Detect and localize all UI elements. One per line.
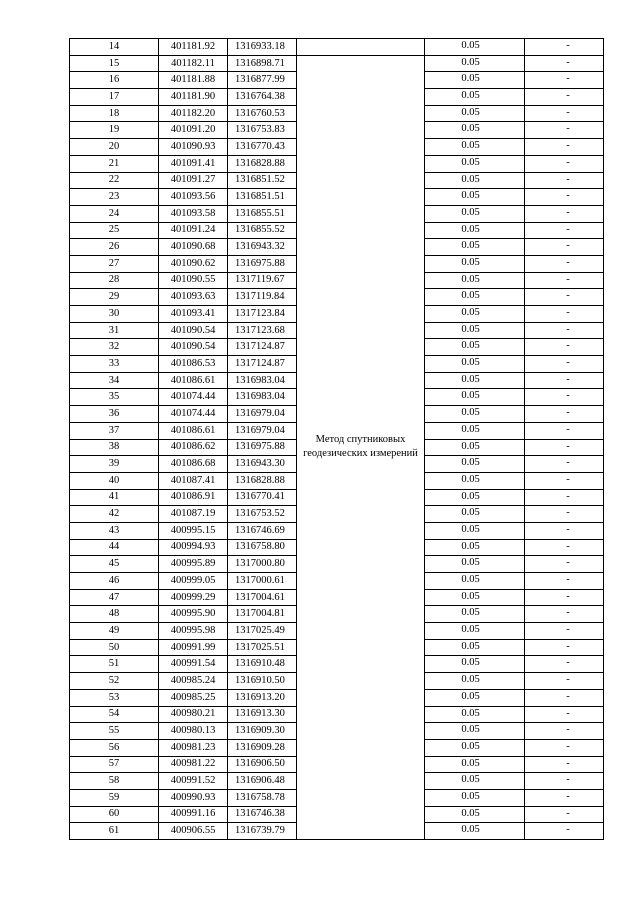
- y-coordinate-cell: 1317025.51: [228, 639, 297, 656]
- accuracy-cell: 0.05: [425, 773, 525, 790]
- point-number-cell: 42: [70, 506, 159, 523]
- accuracy-cell: 0.05: [425, 623, 525, 640]
- note-cell: -: [525, 406, 604, 423]
- x-coordinate-cell: 400981.23: [159, 739, 228, 756]
- x-coordinate-cell: 400906.55: [159, 823, 228, 840]
- accuracy-cell: 0.05: [425, 356, 525, 373]
- note-cell: -: [525, 723, 604, 740]
- accuracy-cell: 0.05: [425, 222, 525, 239]
- x-coordinate-cell: 400980.21: [159, 706, 228, 723]
- x-coordinate-cell: 401090.54: [159, 339, 228, 356]
- x-coordinate-cell: 400980.13: [159, 723, 228, 740]
- point-number-cell: 33: [70, 356, 159, 373]
- accuracy-cell: 0.05: [425, 189, 525, 206]
- accuracy-cell: 0.05: [425, 155, 525, 172]
- point-number-cell: 43: [70, 522, 159, 539]
- y-coordinate-cell: 1317124.87: [228, 356, 297, 373]
- x-coordinate-cell: 401086.91: [159, 489, 228, 506]
- y-coordinate-cell: 1317119.84: [228, 289, 297, 306]
- x-coordinate-cell: 400991.52: [159, 773, 228, 790]
- note-cell: -: [525, 272, 604, 289]
- note-cell: -: [525, 172, 604, 189]
- x-coordinate-cell: 401093.58: [159, 205, 228, 222]
- y-coordinate-cell: 1316851.51: [228, 189, 297, 206]
- x-coordinate-cell: 401074.44: [159, 389, 228, 406]
- y-coordinate-cell: 1316906.48: [228, 773, 297, 790]
- accuracy-cell: 0.05: [425, 506, 525, 523]
- x-coordinate-cell: 401093.41: [159, 306, 228, 323]
- accuracy-cell: 0.05: [425, 656, 525, 673]
- x-coordinate-cell: 401086.53: [159, 356, 228, 373]
- point-number-cell: 55: [70, 723, 159, 740]
- point-number-cell: 31: [70, 322, 159, 339]
- accuracy-cell: 0.05: [425, 422, 525, 439]
- y-coordinate-cell: 1316760.53: [228, 105, 297, 122]
- point-number-cell: 32: [70, 339, 159, 356]
- point-number-cell: 57: [70, 756, 159, 773]
- x-coordinate-cell: 401087.41: [159, 472, 228, 489]
- y-coordinate-cell: 1316770.41: [228, 489, 297, 506]
- x-coordinate-cell: 401182.11: [159, 55, 228, 72]
- note-cell: -: [525, 89, 604, 106]
- x-coordinate-cell: 401181.88: [159, 72, 228, 89]
- y-coordinate-cell: 1316943.32: [228, 239, 297, 256]
- accuracy-cell: 0.05: [425, 789, 525, 806]
- x-coordinate-cell: 401090.93: [159, 139, 228, 156]
- y-coordinate-cell: 1316979.04: [228, 422, 297, 439]
- method-cell: Метод спутниковых геодезических измерений: [297, 55, 425, 839]
- note-cell: -: [525, 372, 604, 389]
- point-number-cell: 30: [70, 306, 159, 323]
- accuracy-cell: 0.05: [425, 472, 525, 489]
- y-coordinate-cell: 1316933.18: [228, 39, 297, 56]
- accuracy-cell: 0.05: [425, 589, 525, 606]
- y-coordinate-cell: 1316983.04: [228, 372, 297, 389]
- y-coordinate-cell: 1316943.30: [228, 456, 297, 473]
- note-cell: -: [525, 55, 604, 72]
- point-number-cell: 24: [70, 205, 159, 222]
- note-cell: -: [525, 456, 604, 473]
- point-number-cell: 37: [70, 422, 159, 439]
- y-coordinate-cell: 1316758.80: [228, 539, 297, 556]
- y-coordinate-cell: 1316913.20: [228, 689, 297, 706]
- accuracy-cell: 0.05: [425, 639, 525, 656]
- y-coordinate-cell: 1317124.87: [228, 339, 297, 356]
- note-cell: -: [525, 306, 604, 323]
- y-coordinate-cell: 1317004.61: [228, 589, 297, 606]
- note-cell: -: [525, 773, 604, 790]
- point-number-cell: 50: [70, 639, 159, 656]
- y-coordinate-cell: 1317025.49: [228, 623, 297, 640]
- accuracy-cell: 0.05: [425, 673, 525, 690]
- x-coordinate-cell: 400985.24: [159, 673, 228, 690]
- accuracy-cell: 0.05: [425, 606, 525, 623]
- x-coordinate-cell: 401091.20: [159, 122, 228, 139]
- note-cell: -: [525, 489, 604, 506]
- y-coordinate-cell: 1317119.67: [228, 272, 297, 289]
- accuracy-cell: 0.05: [425, 823, 525, 840]
- x-coordinate-cell: 400981.22: [159, 756, 228, 773]
- accuracy-cell: 0.05: [425, 289, 525, 306]
- point-number-cell: 59: [70, 789, 159, 806]
- point-number-cell: 20: [70, 139, 159, 156]
- note-cell: -: [525, 706, 604, 723]
- point-number-cell: 41: [70, 489, 159, 506]
- x-coordinate-cell: 400995.89: [159, 556, 228, 573]
- y-coordinate-cell: 1316983.04: [228, 389, 297, 406]
- x-coordinate-cell: 401182.20: [159, 105, 228, 122]
- x-coordinate-cell: 401181.92: [159, 39, 228, 56]
- x-coordinate-cell: 401090.54: [159, 322, 228, 339]
- accuracy-cell: 0.05: [425, 389, 525, 406]
- x-coordinate-cell: 401093.63: [159, 289, 228, 306]
- x-coordinate-cell: 400991.99: [159, 639, 228, 656]
- point-number-cell: 53: [70, 689, 159, 706]
- y-coordinate-cell: 1316828.88: [228, 155, 297, 172]
- point-number-cell: 18: [70, 105, 159, 122]
- accuracy-cell: 0.05: [425, 122, 525, 139]
- x-coordinate-cell: 401086.62: [159, 439, 228, 456]
- y-coordinate-cell: 1316975.88: [228, 439, 297, 456]
- accuracy-cell: 0.05: [425, 255, 525, 272]
- y-coordinate-cell: 1316828.88: [228, 472, 297, 489]
- note-cell: -: [525, 122, 604, 139]
- accuracy-cell: 0.05: [425, 723, 525, 740]
- accuracy-cell: 0.05: [425, 689, 525, 706]
- accuracy-cell: 0.05: [425, 239, 525, 256]
- note-cell: -: [525, 239, 604, 256]
- coordinates-table-body: [70, 39, 604, 840]
- y-coordinate-cell: 1316913.30: [228, 706, 297, 723]
- x-coordinate-cell: 401086.61: [159, 422, 228, 439]
- accuracy-cell: 0.05: [425, 339, 525, 356]
- accuracy-cell: 0.05: [425, 89, 525, 106]
- x-coordinate-cell: 401074.44: [159, 406, 228, 423]
- note-cell: -: [525, 339, 604, 356]
- note-cell: -: [525, 39, 604, 56]
- note-cell: -: [525, 623, 604, 640]
- point-number-cell: 49: [70, 623, 159, 640]
- point-number-cell: 44: [70, 539, 159, 556]
- x-coordinate-cell: 401090.62: [159, 255, 228, 272]
- y-coordinate-cell: 1317000.61: [228, 573, 297, 590]
- note-cell: -: [525, 522, 604, 539]
- y-coordinate-cell: 1316739.79: [228, 823, 297, 840]
- note-cell: -: [525, 573, 604, 590]
- y-coordinate-cell: 1316753.52: [228, 506, 297, 523]
- note-cell: -: [525, 105, 604, 122]
- accuracy-cell: 0.05: [425, 456, 525, 473]
- point-number-cell: 29: [70, 289, 159, 306]
- y-coordinate-cell: 1316746.38: [228, 806, 297, 823]
- point-number-cell: 35: [70, 389, 159, 406]
- y-coordinate-cell: 1316855.52: [228, 222, 297, 239]
- y-coordinate-cell: 1317000.80: [228, 556, 297, 573]
- point-number-cell: 26: [70, 239, 159, 256]
- x-coordinate-cell: 401091.41: [159, 155, 228, 172]
- note-cell: -: [525, 205, 604, 222]
- accuracy-cell: 0.05: [425, 522, 525, 539]
- note-cell: -: [525, 806, 604, 823]
- point-number-cell: 19: [70, 122, 159, 139]
- accuracy-cell: 0.05: [425, 556, 525, 573]
- point-number-cell: 39: [70, 456, 159, 473]
- y-coordinate-cell: 1316877.99: [228, 72, 297, 89]
- point-number-cell: 23: [70, 189, 159, 206]
- note-cell: -: [525, 589, 604, 606]
- point-number-cell: 25: [70, 222, 159, 239]
- y-coordinate-cell: 1316910.50: [228, 673, 297, 690]
- point-number-cell: 15: [70, 55, 159, 72]
- note-cell: -: [525, 556, 604, 573]
- x-coordinate-cell: 401181.90: [159, 89, 228, 106]
- point-number-cell: 60: [70, 806, 159, 823]
- point-number-cell: 38: [70, 439, 159, 456]
- y-coordinate-cell: 1316855.51: [228, 205, 297, 222]
- coordinates-table: [69, 38, 604, 840]
- point-number-cell: 27: [70, 255, 159, 272]
- point-number-cell: 46: [70, 573, 159, 590]
- note-cell: -: [525, 739, 604, 756]
- note-cell: -: [525, 673, 604, 690]
- point-number-cell: 48: [70, 606, 159, 623]
- accuracy-cell: 0.05: [425, 306, 525, 323]
- point-number-cell: 36: [70, 406, 159, 423]
- note-cell: -: [525, 389, 604, 406]
- table-row: [70, 55, 604, 72]
- accuracy-cell: 0.05: [425, 573, 525, 590]
- note-cell: -: [525, 506, 604, 523]
- note-cell: -: [525, 422, 604, 439]
- accuracy-cell: 0.05: [425, 706, 525, 723]
- y-coordinate-cell: 1316851.52: [228, 172, 297, 189]
- note-cell: -: [525, 189, 604, 206]
- x-coordinate-cell: 400994.93: [159, 539, 228, 556]
- x-coordinate-cell: 401090.68: [159, 239, 228, 256]
- accuracy-cell: 0.05: [425, 105, 525, 122]
- note-cell: -: [525, 539, 604, 556]
- y-coordinate-cell: 1317123.68: [228, 322, 297, 339]
- point-number-cell: 21: [70, 155, 159, 172]
- x-coordinate-cell: 400991.54: [159, 656, 228, 673]
- y-coordinate-cell: 1316975.88: [228, 255, 297, 272]
- accuracy-cell: 0.05: [425, 756, 525, 773]
- point-number-cell: 40: [70, 472, 159, 489]
- accuracy-cell: 0.05: [425, 55, 525, 72]
- y-coordinate-cell: 1317123.84: [228, 306, 297, 323]
- note-cell: -: [525, 255, 604, 272]
- note-cell: -: [525, 689, 604, 706]
- y-coordinate-cell: 1316758.78: [228, 789, 297, 806]
- point-number-cell: 45: [70, 556, 159, 573]
- accuracy-cell: 0.05: [425, 322, 525, 339]
- point-number-cell: 28: [70, 272, 159, 289]
- x-coordinate-cell: 400990.93: [159, 789, 228, 806]
- y-coordinate-cell: 1316979.04: [228, 406, 297, 423]
- point-number-cell: 58: [70, 773, 159, 790]
- note-cell: -: [525, 72, 604, 89]
- point-number-cell: 34: [70, 372, 159, 389]
- point-number-cell: 54: [70, 706, 159, 723]
- accuracy-cell: 0.05: [425, 139, 525, 156]
- y-coordinate-cell: 1316898.71: [228, 55, 297, 72]
- x-coordinate-cell: 401086.61: [159, 372, 228, 389]
- note-cell: -: [525, 656, 604, 673]
- y-coordinate-cell: 1316909.28: [228, 739, 297, 756]
- accuracy-cell: 0.05: [425, 39, 525, 56]
- note-cell: -: [525, 222, 604, 239]
- table-row: [70, 39, 604, 56]
- y-coordinate-cell: 1316770.43: [228, 139, 297, 156]
- x-coordinate-cell: 401093.56: [159, 189, 228, 206]
- note-cell: -: [525, 606, 604, 623]
- note-cell: -: [525, 756, 604, 773]
- note-cell: -: [525, 472, 604, 489]
- accuracy-cell: 0.05: [425, 739, 525, 756]
- x-coordinate-cell: 401091.24: [159, 222, 228, 239]
- x-coordinate-cell: 401087.19: [159, 506, 228, 523]
- method-cell-empty: [297, 39, 425, 56]
- y-coordinate-cell: 1316910.48: [228, 656, 297, 673]
- x-coordinate-cell: 400999.29: [159, 589, 228, 606]
- x-coordinate-cell: 400999.05: [159, 573, 228, 590]
- note-cell: -: [525, 322, 604, 339]
- accuracy-cell: 0.05: [425, 806, 525, 823]
- y-coordinate-cell: 1316753.83: [228, 122, 297, 139]
- point-number-cell: 56: [70, 739, 159, 756]
- x-coordinate-cell: 401086.68: [159, 456, 228, 473]
- accuracy-cell: 0.05: [425, 172, 525, 189]
- point-number-cell: 47: [70, 589, 159, 606]
- point-number-cell: 17: [70, 89, 159, 106]
- y-coordinate-cell: 1316746.69: [228, 522, 297, 539]
- point-number-cell: 52: [70, 673, 159, 690]
- point-number-cell: 61: [70, 823, 159, 840]
- note-cell: -: [525, 823, 604, 840]
- y-coordinate-cell: 1316909.30: [228, 723, 297, 740]
- note-cell: -: [525, 356, 604, 373]
- point-number-cell: 16: [70, 72, 159, 89]
- accuracy-cell: 0.05: [425, 489, 525, 506]
- y-coordinate-cell: 1316906.50: [228, 756, 297, 773]
- note-cell: -: [525, 439, 604, 456]
- x-coordinate-cell: 400985.25: [159, 689, 228, 706]
- accuracy-cell: 0.05: [425, 439, 525, 456]
- y-coordinate-cell: 1316764.38: [228, 89, 297, 106]
- x-coordinate-cell: 400995.90: [159, 606, 228, 623]
- accuracy-cell: 0.05: [425, 539, 525, 556]
- accuracy-cell: 0.05: [425, 372, 525, 389]
- x-coordinate-cell: 400991.16: [159, 806, 228, 823]
- note-cell: -: [525, 789, 604, 806]
- note-cell: -: [525, 289, 604, 306]
- accuracy-cell: 0.05: [425, 72, 525, 89]
- accuracy-cell: 0.05: [425, 205, 525, 222]
- note-cell: -: [525, 155, 604, 172]
- y-coordinate-cell: 1317004.81: [228, 606, 297, 623]
- note-cell: -: [525, 639, 604, 656]
- accuracy-cell: 0.05: [425, 406, 525, 423]
- note-cell: -: [525, 139, 604, 156]
- x-coordinate-cell: 401091.27: [159, 172, 228, 189]
- point-number-cell: 22: [70, 172, 159, 189]
- x-coordinate-cell: 400995.15: [159, 522, 228, 539]
- point-number-cell: 51: [70, 656, 159, 673]
- point-number-cell: 14: [70, 39, 159, 56]
- x-coordinate-cell: 401090.55: [159, 272, 228, 289]
- x-coordinate-cell: 400995.98: [159, 623, 228, 640]
- accuracy-cell: 0.05: [425, 272, 525, 289]
